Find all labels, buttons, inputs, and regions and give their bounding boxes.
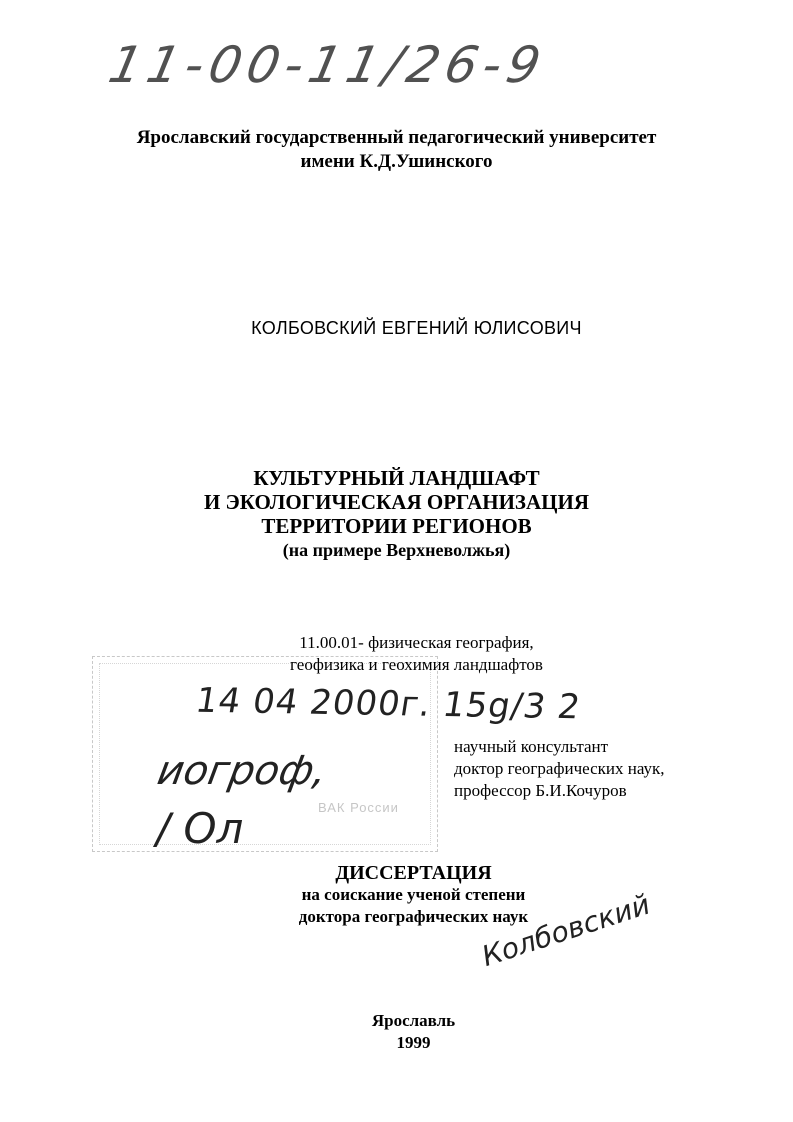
university-header [0,126,793,174]
handwritten-registration-date: 14 04 2000г. 15g/3 2 [192,680,584,728]
consultant-degree: доктор географических наук, [454,759,665,778]
university-dedication: имени К.Д.Ушинского [300,151,493,172]
place-and-year [0,1010,793,1054]
consultant-block [454,736,665,802]
year: 1999 [396,1033,431,1052]
consultant-name: профессор Б.И.Кочуров [454,781,627,800]
title-line-2: И ЭКОЛОГИЧЕСКАЯ ОРГАНИЗАЦИЯ [203,490,590,514]
dissertation-heading: ДИССЕРТАЦИЯ [335,862,492,884]
specialty-name: геофизика и геохимия ландшафтов [290,655,543,674]
library-stamp-text: ВАК России [318,800,399,815]
handwritten-note-geography: иогроф, [153,748,331,794]
title-line-3: ТЕРРИТОРИИ РЕГИОНОВ [261,514,532,538]
title-subtitle: (на примере Верхневолжья) [282,540,511,560]
dissertation-degree-line-1: на соискание ученой степени [301,885,526,904]
university-name: Ярославский государственный педагогический университет [136,127,657,148]
city: Ярославль [371,1011,456,1030]
author-name: КОЛБОВСКИЙ ЕВГЕНИЙ ЮЛИСОВИЧ [251,318,582,338]
handwritten-archive-code: 11-00-11/26-9 [103,36,552,94]
author-signature: Колбовский [477,887,654,973]
dissertation-title [0,466,793,562]
consultant-role: научный консультант [454,737,609,756]
dissertation-statement [0,862,793,928]
handwritten-note-number: / Ол [156,804,244,853]
specialty-block [0,632,793,676]
title-line-1: КУЛЬТУРНЫЙ ЛАНДШАФТ [253,466,540,490]
dissertation-degree-line-2: доктора географических наук [298,907,529,926]
specialty-code: 11.00.01- физическая география, [299,633,534,652]
